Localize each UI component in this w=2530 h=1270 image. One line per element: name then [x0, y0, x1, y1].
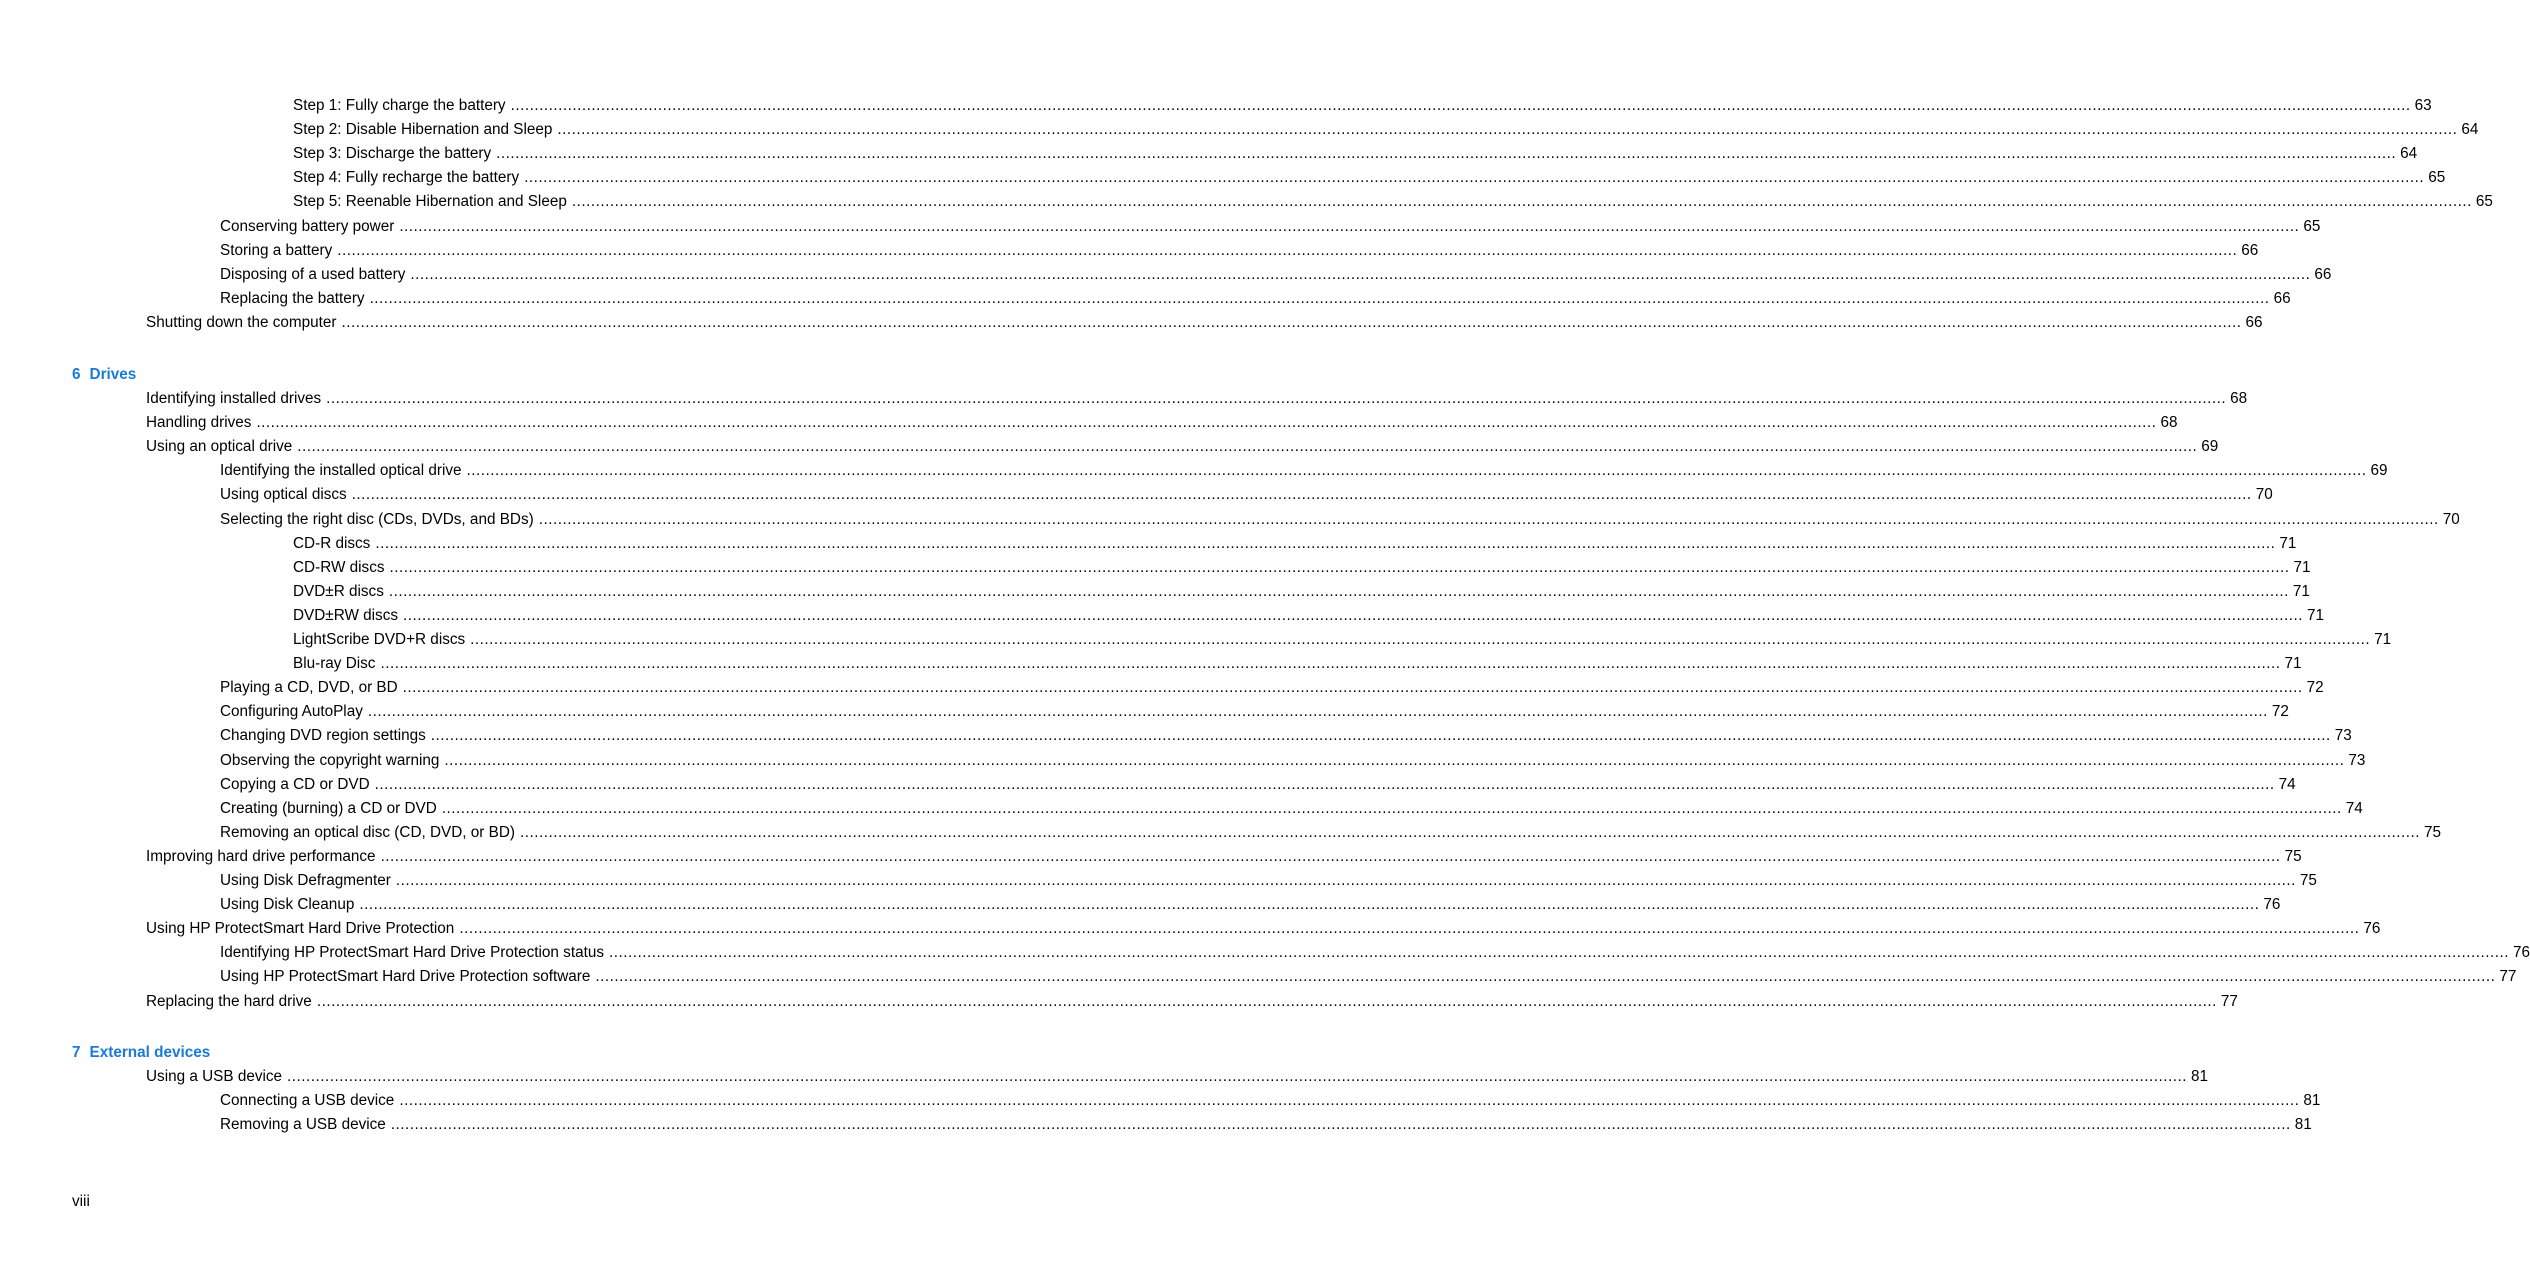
toc-entry[interactable]: [293, 533, 2297, 555]
toc-entry-title: LightScribe DVD+R discs: [293, 631, 466, 648]
toc-entry-page-number: 76: [2263, 896, 2281, 914]
toc-entry-page-number: 72: [2271, 703, 2289, 721]
toc-entry-page-number: 69: [2201, 438, 2219, 456]
toc-entry-title: DVD±RW discs: [293, 606, 399, 624]
toc-entry-title: Copying a CD or DVD: [220, 775, 370, 793]
toc-entry-title: Identifying the installed optical drive: [220, 462, 462, 480]
toc-entry-page-number: 70: [2255, 486, 2273, 504]
toc-entry-page-number: 63: [2414, 97, 2432, 114]
toc-entry-title: Identifying HP ProtectSmart Hard Drive Protection status: [220, 944, 604, 962]
toc-entry-title: Removing a USB device: [220, 1116, 386, 1134]
toc-entry[interactable]: [220, 942, 2530, 964]
toc-entry-page-number: 75: [2423, 823, 2441, 841]
dot-leader: ................................................................................................................................................................................................................................................................................................................................................................................................................: [510, 97, 2411, 114]
toc-entry[interactable]: [220, 894, 2281, 916]
dot-leader: ................................................................................................................................................................................................................................................................................................................................................................................................................: [375, 534, 2276, 552]
dot-leader: ................................................................................................................................................................................................................................................................................................................................................................................................................: [496, 145, 2397, 163]
toc-entry[interactable]: [220, 725, 2352, 747]
toc-entry-title: Configuring AutoPlay: [220, 703, 363, 721]
toc-entry[interactable]: [220, 798, 2363, 820]
toc-entry-page-number: 77: [2499, 968, 2517, 986]
dot-leader: ................................................................................................................................................................................................................................................................................................................................................................................................................: [524, 169, 2425, 187]
toc-entry[interactable]: [146, 1066, 2209, 1088]
toc-entry-page-number: 65: [2428, 169, 2446, 187]
chapter-heading-external-devices[interactable]: [72, 1042, 210, 1064]
toc-entry-title: DVD±R discs: [293, 582, 384, 600]
toc-entry[interactable]: [220, 240, 2259, 262]
toc-entry-page-number: 65: [2303, 217, 2321, 235]
toc-entry-title: Blu-ray Disc: [293, 655, 376, 673]
dot-leader: ................................................................................................................................................................................................................................................................................................................................................................................................................: [256, 414, 2157, 432]
toc-entry[interactable]: [293, 629, 2392, 651]
toc-entry-title: Step 4: Fully recharge the battery: [293, 169, 520, 187]
dot-leader: ................................................................................................................................................................................................................................................................................................................................................................................................................: [557, 121, 2458, 139]
toc-entry-title: Conserving battery power: [220, 217, 395, 235]
dot-leader: ................................................................................................................................................................................................................................................................................................................................................................................................................: [571, 193, 2472, 211]
toc-entry-page-number: 71: [2293, 558, 2311, 576]
toc-entry-title: Observing the copyright warning: [220, 751, 440, 769]
toc-entry-page-number: 68: [2230, 390, 2248, 407]
toc-entry-page-number: 69: [2370, 462, 2388, 480]
toc-entry[interactable]: [220, 822, 2441, 844]
toc-entry-title: Using a USB device: [146, 1068, 283, 1085]
toc-entry-title: Replacing the hard drive: [146, 992, 312, 1010]
chapter-title: Drives: [89, 366, 137, 383]
toc-entry-title: Using HP ProtectSmart Hard Drive Protection: [146, 920, 455, 938]
toc-entry[interactable]: [220, 966, 2517, 988]
toc-entry[interactable]: [146, 312, 2263, 334]
toc-entry-title: Using Disk Cleanup: [220, 896, 355, 914]
toc-entry-page-number: 77: [2220, 992, 2238, 1010]
toc-entry-page-number: 81: [2191, 1068, 2209, 1085]
dot-leader: ................................................................................................................................................................................................................................................................................................................................................................................................................: [609, 944, 2509, 962]
toc-entry-title: Using Disk Defragmenter: [220, 872, 391, 889]
dot-leader: ................................................................................................................................................................................................................................................................................................................................................................................................................: [359, 896, 2260, 914]
dot-leader: ................................................................................................................................................................................................................................................................................................................................................................................................................: [380, 847, 2281, 865]
toc-entry-title: Identifying installed drives: [146, 390, 322, 407]
dot-leader: ................................................................................................................................................................................................................................................................................................................................................................................................................: [444, 751, 2345, 769]
dot-leader: ................................................................................................................................................................................................................................................................................................................................................................................................................: [351, 486, 2252, 504]
dot-leader: ................................................................................................................................................................................................................................................................................................................................................................................................................: [388, 582, 2289, 600]
dot-leader: ................................................................................................................................................................................................................................................................................................................................................................................................................: [410, 265, 2311, 283]
dot-leader: ................................................................................................................................................................................................................................................................................................................................................................................................................: [403, 606, 2304, 624]
toc-entry[interactable]: [220, 264, 2332, 286]
dot-leader: ................................................................................................................................................................................................................................................................................................................................................................................................................: [341, 313, 2242, 331]
toc-entry-title: Improving hard drive performance: [146, 847, 376, 865]
toc-entry-title: Changing DVD region settings: [220, 727, 426, 745]
toc-entry[interactable]: [220, 1114, 2312, 1136]
toc-entry[interactable]: [293, 95, 2432, 117]
toc-entry-page-number: 76: [2363, 920, 2381, 938]
toc-entry-title: Storing a battery: [220, 241, 333, 259]
dot-leader: ................................................................................................................................................................................................................................................................................................................................................................................................................: [369, 289, 2270, 307]
toc-entry-page-number: 72: [2306, 679, 2324, 697]
toc-entry-page-number: 64: [2400, 145, 2418, 163]
toc-entry[interactable]: [293, 605, 2325, 627]
toc-entry-page-number: 76: [2513, 944, 2530, 962]
toc-entry[interactable]: [220, 750, 2366, 772]
toc-entry-page-number: 71: [2292, 582, 2310, 600]
toc-entry[interactable]: [293, 557, 2311, 579]
dot-leader: ................................................................................................................................................................................................................................................................................................................................................................................................................: [399, 217, 2300, 235]
dot-leader: ................................................................................................................................................................................................................................................................................................................................................................................................................: [430, 727, 2331, 745]
toc-entry[interactable]: [146, 436, 2219, 458]
toc-entry[interactable]: [146, 846, 2302, 868]
toc-entry-title: Creating (burning) a CD or DVD: [220, 799, 437, 817]
toc-entry[interactable]: [220, 460, 2388, 482]
toc-entry[interactable]: [293, 167, 2446, 189]
toc-entry-title: Step 2: Disable Hibernation and Sleep: [293, 121, 553, 139]
toc-entry-title: Selecting the right disc (CDs, DVDs, and BDs): [220, 510, 534, 528]
dot-leader: ................................................................................................................................................................................................................................................................................................................................................................................................................: [538, 510, 2439, 528]
toc-entry-title: Using optical discs: [220, 486, 347, 504]
toc-entry[interactable]: [146, 412, 2178, 434]
dot-leader: ................................................................................................................................................................................................................................................................................................................................................................................................................: [287, 1068, 2188, 1085]
dot-leader: ................................................................................................................................................................................................................................................................................................................................................................................................................: [390, 1116, 2291, 1134]
toc-entry[interactable]: [293, 581, 2310, 603]
toc-entry[interactable]: [220, 1090, 2321, 1112]
dot-leader: ................................................................................................................................................................................................................................................................................................................................................................................................................: [466, 462, 2367, 480]
dot-leader: ................................................................................................................................................................................................................................................................................................................................................................................................................: [399, 1092, 2300, 1110]
toc-entry[interactable]: [220, 677, 2324, 699]
toc-entry-page-number: 71: [2307, 606, 2325, 624]
toc-entry-title: Playing a CD, DVD, or BD: [220, 679, 398, 697]
toc-entry-title: Using HP ProtectSmart Hard Drive Protection software: [220, 968, 591, 986]
toc-entry-title: Connecting a USB device: [220, 1092, 395, 1110]
toc-entry-page-number: 71: [2284, 655, 2302, 673]
dot-leader: ................................................................................................................................................................................................................................................................................................................................................................................................................: [402, 679, 2303, 697]
toc-entry-page-number: 71: [2279, 534, 2297, 552]
toc-entry-page-number: 81: [2303, 1092, 2321, 1110]
toc-entry-page-number: 66: [2245, 313, 2263, 331]
toc-entry-title: Removing an optical disc (CD, DVD, or BD): [220, 823, 515, 841]
toc-entry-page-number: 74: [2278, 775, 2296, 793]
toc-entry-page-number: 66: [2241, 241, 2259, 259]
toc-entry[interactable]: [220, 216, 2321, 238]
dot-leader: ................................................................................................................................................................................................................................................................................................................................................................................................................: [367, 703, 2268, 721]
toc-entry-title: Shutting down the computer: [146, 313, 337, 331]
dot-leader: ................................................................................................................................................................................................................................................................................................................................................................................................................: [380, 655, 2281, 673]
toc-entry-title: Replacing the battery: [220, 289, 365, 307]
toc-entry-page-number: 64: [2461, 121, 2479, 139]
toc-entry[interactable]: [293, 143, 2418, 165]
toc-entry-title: Handling drives: [146, 414, 252, 432]
toc-entry-title: CD-R discs: [293, 534, 371, 552]
chapter-number: 7: [72, 1044, 81, 1061]
toc-entry-page-number: 68: [2160, 414, 2178, 432]
toc-entry-title: Step 5: Reenable Hibernation and Sleep: [293, 193, 567, 211]
dot-leader: ................................................................................................................................................................................................................................................................................................................................................................................................................: [395, 872, 2296, 889]
toc-entry-page-number: 66: [2314, 265, 2332, 283]
toc-entry[interactable]: [146, 918, 2381, 940]
toc-entry-title: Using an optical drive: [146, 438, 293, 456]
toc-entry[interactable]: [293, 191, 2493, 213]
dot-leader: ................................................................................................................................................................................................................................................................................................................................................................................................................: [389, 558, 2290, 576]
toc-entry-page-number: 73: [2348, 751, 2366, 769]
toc-entry-page-number: 75: [2299, 872, 2317, 889]
toc-entry-page-number: 66: [2273, 289, 2291, 307]
toc-entry[interactable]: [220, 509, 2460, 531]
chapter-number: 6: [72, 366, 81, 383]
toc-entry[interactable]: [220, 701, 2289, 723]
chapter-heading-drives[interactable]: [72, 364, 136, 386]
dot-leader: ................................................................................................................................................................................................................................................................................................................................................................................................................: [297, 438, 2198, 456]
toc-entry-title: Disposing of a used battery: [220, 265, 406, 283]
dot-leader: ................................................................................................................................................................................................................................................................................................................................................................................................................: [441, 799, 2342, 817]
dot-leader: ................................................................................................................................................................................................................................................................................................................................................................................................................: [595, 968, 2496, 986]
toc-entry-page-number: 73: [2334, 727, 2352, 745]
toc-entry-page-number: 70: [2442, 510, 2460, 528]
dot-leader: ................................................................................................................................................................................................................................................................................................................................................................................................................: [374, 775, 2275, 793]
chapter-title: External devices: [89, 1044, 211, 1061]
dot-leader: ................................................................................................................................................................................................................................................................................................................................................................................................................: [470, 631, 2371, 648]
toc-entry-title: CD-RW discs: [293, 558, 385, 576]
toc-entry[interactable]: [220, 484, 2273, 506]
dot-leader: ................................................................................................................................................................................................................................................................................................................................................................................................................: [459, 920, 2360, 938]
toc-entry[interactable]: [220, 870, 2317, 892]
toc-entry-page-number: 65: [2475, 193, 2493, 211]
toc-entry-title: Step 3: Discharge the battery: [293, 145, 492, 163]
toc-entry[interactable]: [220, 288, 2291, 310]
dot-leader: ................................................................................................................................................................................................................................................................................................................................................................................................................: [337, 241, 2238, 259]
dot-leader: ................................................................................................................................................................................................................................................................................................................................................................................................................: [326, 390, 2227, 407]
toc-entry[interactable]: [293, 119, 2479, 141]
toc-entry-page-number: 71: [2374, 631, 2392, 648]
dot-leader: ................................................................................................................................................................................................................................................................................................................................................................................................................: [519, 823, 2420, 841]
toc-entry-title: Step 1: Fully charge the battery: [293, 97, 506, 114]
toc-entry[interactable]: [220, 774, 2296, 796]
toc-entry[interactable]: [146, 991, 2238, 1013]
toc-entry-page-number: 74: [2345, 799, 2363, 817]
toc-entry-page-number: 75: [2284, 847, 2302, 865]
toc-entry-page-number: 81: [2294, 1116, 2312, 1134]
dot-leader: ................................................................................................................................................................................................................................................................................................................................................................................................................: [316, 992, 2217, 1010]
toc-entry[interactable]: [146, 388, 2248, 410]
footer-page-number: viii: [72, 1193, 90, 1210]
toc-entry[interactable]: [293, 653, 2302, 675]
